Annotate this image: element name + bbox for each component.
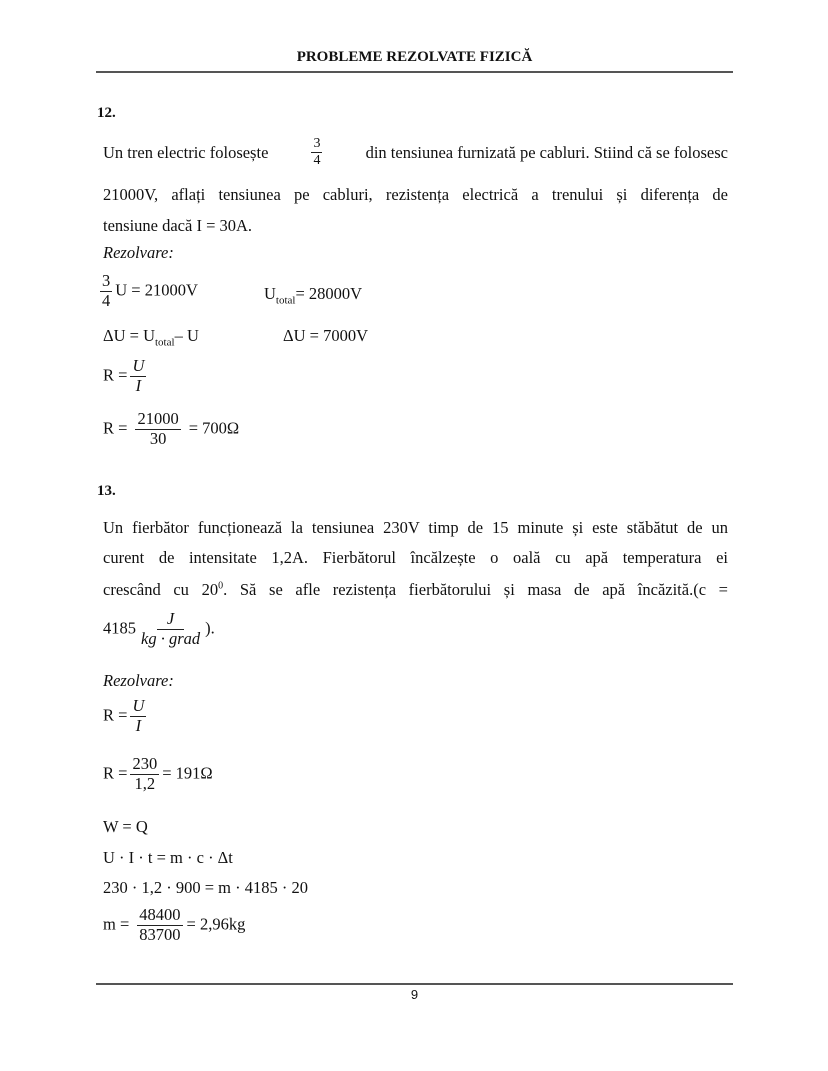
numerator: 48400: [139, 905, 181, 924]
problem-number-13: 13.: [97, 483, 116, 499]
numerator: 230: [132, 754, 158, 773]
numerator: U: [132, 696, 145, 715]
numerator: U: [132, 356, 145, 375]
rezolvare-label: Rezolvare:: [103, 671, 174, 690]
fraction: [130, 755, 159, 794]
numerator: J: [157, 610, 184, 630]
page-number: 9: [410, 987, 419, 1002]
fraction: [139, 610, 202, 649]
text: . Să se afle rezistența fierbătorului și masa de apă încăzită.(c =: [223, 580, 728, 599]
denominator: 4: [313, 153, 321, 169]
page-header: PROBLEME REZOLVATE FIZICĂ: [296, 49, 533, 65]
problem-12-line-1: [103, 136, 728, 169]
text: R =: [103, 705, 128, 725]
text: crescând cu 20: [103, 580, 219, 599]
equation: [103, 906, 245, 945]
text: m =: [103, 914, 130, 934]
text: = 191Ω: [162, 763, 213, 783]
equation: W = Q: [103, 817, 148, 836]
denominator: 30: [149, 428, 167, 448]
text: ΔU = U: [103, 326, 155, 345]
text: ).: [205, 618, 215, 638]
denominator: I: [135, 375, 142, 395]
fraction: [135, 410, 180, 449]
denominator: kg · grad: [141, 628, 201, 648]
equation: [103, 755, 213, 794]
text: = 700Ω: [188, 418, 240, 438]
equation: [100, 272, 198, 311]
equation: U · I · t = m · c · Δt: [103, 848, 233, 867]
equation: 230 · 1,2 · 900 = m · 4185 · 20: [103, 878, 308, 897]
text: = 2,96kg: [186, 914, 246, 934]
equation: [264, 284, 362, 306]
problem-12-line-2: 21000V, aflați tensiunea pe cabluri, rezistența electrică a trenului și diferența de: [103, 185, 728, 204]
text: R =: [103, 763, 128, 783]
equation: [103, 410, 239, 449]
problem-12-line-3: tensiune dacă I = 30A.: [103, 216, 253, 235]
header-rule: [96, 71, 733, 73]
denominator: I: [135, 715, 142, 735]
subscript: total: [155, 336, 175, 349]
equation: ΔU = 7000V: [283, 326, 368, 345]
text: Un tren electric folosește: [103, 142, 269, 162]
fraction: [130, 357, 146, 396]
equation: [103, 357, 149, 396]
text: R =: [103, 418, 128, 438]
fraction: [311, 136, 322, 169]
numerator: 21000: [137, 409, 179, 428]
equation: [103, 697, 149, 736]
text: = 28000V: [295, 284, 363, 303]
fraction: [100, 272, 112, 311]
problem-13-line-1: Un fierbător funcționează la tensiunea 230V timp de 15 minute și este stăbătut de un: [103, 518, 728, 537]
text: U: [264, 284, 276, 303]
superscript: 0: [218, 580, 224, 592]
rezolvare-label: Rezolvare:: [103, 243, 174, 262]
denominator: 4: [102, 290, 111, 310]
problem-13-line-2: curent de intensitate 1,2A. Fierbătorul încălzește o oală cu apă temperatura ei: [103, 548, 728, 567]
denominator: 83700: [139, 924, 181, 944]
text: – U: [174, 326, 199, 345]
equation: [103, 610, 215, 649]
numerator: 3: [311, 136, 322, 153]
text: 4185: [103, 618, 136, 638]
equation: [103, 326, 199, 348]
subscript: total: [275, 294, 296, 307]
denominator: 1,2: [134, 773, 156, 793]
text: din tensiunea furnizată pe cabluri. Stiind că se folosesc: [365, 142, 728, 162]
fraction: [137, 906, 182, 945]
numerator: 3: [102, 271, 111, 290]
problem-13-line-3: [103, 580, 728, 600]
fraction: [130, 697, 146, 736]
text: R =: [103, 365, 128, 385]
text: U = 21000V: [115, 280, 198, 300]
problem-number-12: 12.: [97, 105, 116, 121]
footer-rule: [96, 983, 733, 985]
